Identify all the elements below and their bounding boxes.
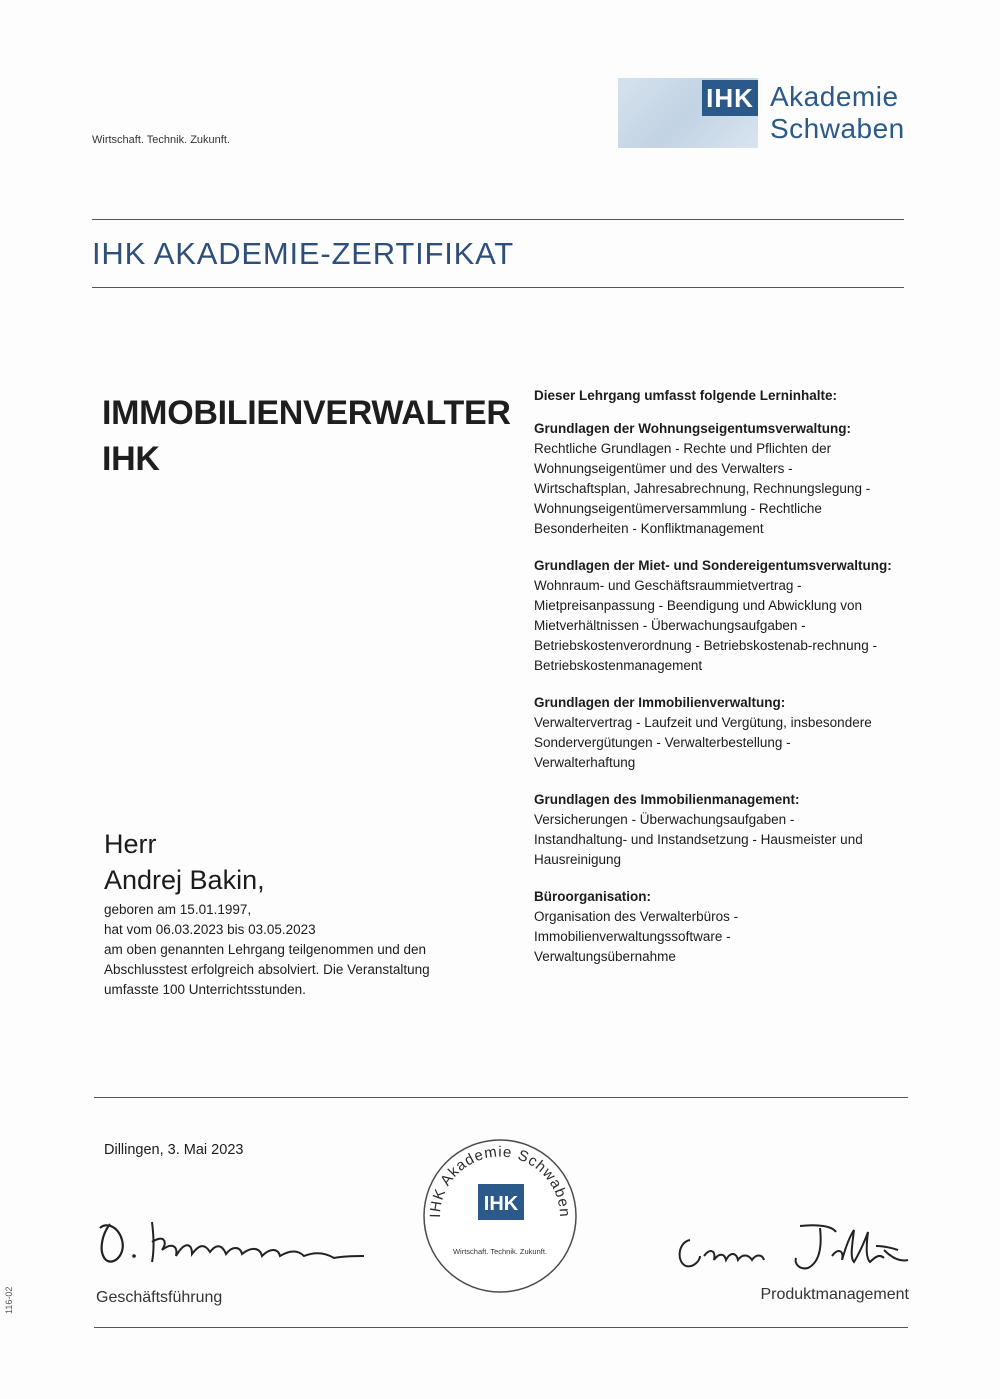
recipient-detail-line: Abschlusstest erfolgreich absolviert. Die Veranstaltung [104, 962, 430, 977]
section-heading: Grundlagen der Wohnungseigentumsverwaltung: [534, 421, 852, 436]
contents-intro: Dieser Lehrgang umfasst folgende Lerninhalte: [534, 388, 838, 403]
section-line: Sondervergütungen - Verwalterbestellung - [534, 735, 791, 750]
seal-tagline: Wirtschaft. Technik. Zukunft. [452, 1247, 548, 1256]
contents-section [534, 419, 934, 539]
top-rule [92, 219, 904, 220]
course-title-line2: IHK [102, 440, 160, 478]
section-line: Versicherungen - Überwachungsaufgaben - [534, 812, 795, 827]
section-line: Organisation des Verwalterbüros - [534, 909, 739, 924]
certificate-title: IHK AKADEMIE-ZERTIFIKAT [92, 236, 515, 271]
section-line: Verwalterhaftung [534, 755, 636, 770]
side-code: 116-02 [4, 1286, 14, 1314]
section-line: Mietverhältnissen - Überwachungsaufgaben - [534, 618, 806, 633]
section-line: Wirtschaftsplan, Jahresabrechnung, Rechnungslegung - [534, 481, 871, 496]
logo-ihk-mark: IHK [702, 80, 758, 116]
footer-rule [94, 1097, 908, 1098]
bottom-rule [94, 1327, 908, 1328]
contents-section [534, 790, 934, 870]
recipient-block [104, 826, 504, 1000]
section-line: Wohnungseigentümer und des Verwalters - [534, 461, 793, 476]
seal-ring-text: IHK Akademie Schwaben [426, 1143, 574, 1219]
section-line: Betriebskostenmanagement [534, 658, 703, 673]
course-title-line1: IMMOBILIENVERWALTER [102, 394, 511, 432]
section-line: Wohnungseigentümerversammlung - Rechtliche [534, 501, 822, 516]
contents-section [534, 887, 934, 967]
section-heading: Grundlagen der Immobilienverwaltung: [534, 695, 786, 710]
place-date: Dillingen, 3. Mai 2023 [104, 1142, 244, 1158]
section-line: Immobilienverwaltungssoftware - [534, 929, 731, 944]
section-heading: Grundlagen des Immobilienmanagement: [534, 792, 800, 807]
section-heading: Grundlagen der Miet- und Sondereigentumsverwaltung: [534, 558, 892, 573]
contents-section [534, 693, 934, 773]
section-heading: Büroorganisation: [534, 889, 651, 904]
recipient-detail-line: am oben genannten Lehrgang teilgenommen und den [104, 942, 427, 957]
role-right: Produktmanagement [760, 1286, 909, 1303]
logo-akademie-text: Akademie [770, 81, 899, 112]
title-rule [92, 287, 904, 288]
recipient-detail-line: umfasste 100 Unterrichtsstunden. [104, 982, 306, 997]
seal-ihk-mark: IHK [483, 1193, 519, 1215]
section-line: Verwaltervertrag - Laufzeit und Vergütung, insbesondere [534, 715, 872, 730]
recipient-detail-line: hat vom 06.03.2023 bis 03.05.2023 [104, 922, 316, 937]
logo-schwaben-text: Schwaben [770, 113, 905, 144]
section-line: Wohnraum- und Geschäftsraummietvertrag - [534, 578, 802, 593]
recipient-name: Andrej Bakin, [104, 865, 265, 895]
section-line: Hausreinigung [534, 852, 622, 867]
section-line: Verwaltungsübernahme [534, 949, 676, 964]
section-line: Rechtliche Grundlagen - Rechte und Pflichten der [534, 441, 832, 456]
role-left: Geschäftsführung [96, 1289, 223, 1306]
recipient-salutation: Herr [104, 829, 157, 859]
section-line: Mietpreisanpassung - Beendigung und Abwicklung von [534, 598, 862, 613]
signature-left [92, 1212, 372, 1272]
contents-section [534, 556, 934, 676]
learning-contents [534, 386, 934, 984]
seal [420, 1136, 580, 1296]
tagline: Wirtschaft. Technik. Zukunft. [92, 134, 230, 146]
recipient-detail-line: geboren am 15.01.1997, [104, 902, 252, 917]
section-line: Instandhaltung- und Instandsetzung - Hausmeister und [534, 832, 863, 847]
recipient-details [104, 900, 504, 1000]
section-line: Besonderheiten - Konfliktmanagement [534, 521, 764, 536]
section-line: Betriebskostenverordnung - Betriebskostenab-rechnung - [534, 638, 877, 653]
course-title [102, 390, 511, 482]
contents-sections [534, 419, 934, 967]
signature-right [670, 1218, 915, 1278]
